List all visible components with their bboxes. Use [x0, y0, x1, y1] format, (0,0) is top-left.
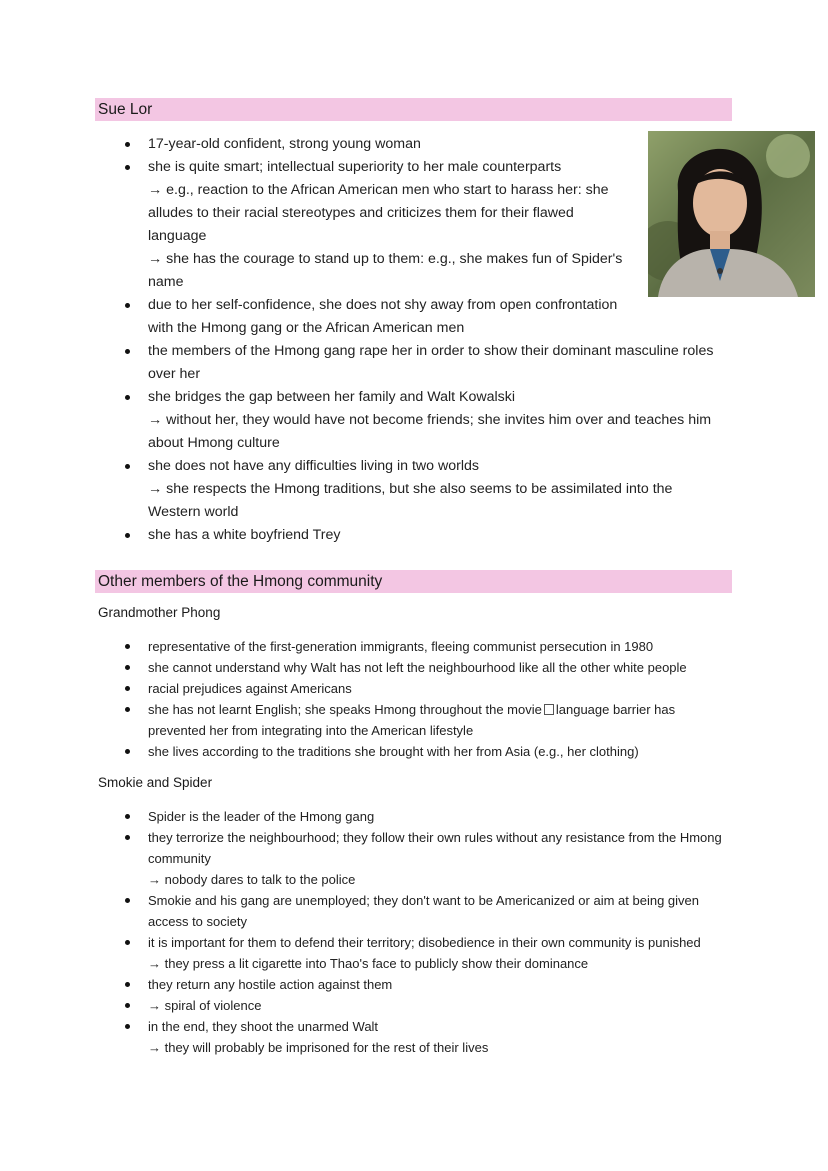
- list-item: [123, 340, 723, 386]
- arrow-note: → e.g., reaction to the African American men who start to harass her: she alludes to their racial stereotypes and criticizes them for their flawed language: [148, 182, 609, 244]
- arrow-note: → without her, they would have not become friends; she invites him over and teaches him about Hmong culture: [148, 412, 712, 451]
- bullet-text: she cannot understand why Walt has not left the neighbourhood like all the other white people: [148, 660, 687, 675]
- list-item: [123, 156, 630, 294]
- bullet-text: due to her self-confidence, she does not shy away from open confrontation with the Hmong gang or the African American men: [148, 297, 618, 336]
- bullet-text: 17-year-old confident, strong young woman: [148, 136, 421, 152]
- list-item: [123, 806, 733, 827]
- list-item: [123, 890, 708, 932]
- list-item: [123, 657, 733, 678]
- arrow-note: → she respects the Hmong traditions, but she also seems to be assimilated into the Western world: [148, 481, 673, 520]
- bullet-text: Spider is the leader of the Hmong gang: [148, 809, 375, 824]
- arrow-note: → nobody dares to talk to the police: [148, 872, 356, 887]
- arrow-note: → they will probably be imprisoned for the rest of their lives: [148, 1040, 489, 1055]
- list-item: [123, 699, 693, 741]
- list-item: [123, 455, 723, 524]
- list-item: [123, 1016, 733, 1058]
- arrow-note: → they press a lit cigarette into Thao's face to publicly show their dominance: [148, 956, 589, 971]
- bullet-text: → spiral of violence: [148, 998, 262, 1013]
- arrow-note: → she has the courage to stand up to them: e.g., she makes fun of Spider's name: [148, 251, 623, 290]
- bullet-text: they terrorize the neighbourhood; they follow their own rules without any resistance from the Hmong community: [148, 830, 722, 866]
- list-item: [123, 678, 733, 699]
- bullet-text: she does not have any difficulties living in two worlds: [148, 458, 479, 474]
- list-item: [123, 524, 723, 547]
- list-item: [123, 741, 733, 762]
- bullet-text: Smokie and his gang are unemployed; they don't want to be Americanized or aim at being given access to society: [148, 893, 699, 929]
- bullet-text: she is quite smart; intellectual superiority to her male counterparts: [148, 159, 562, 175]
- bullet-text: the members of the Hmong gang rape her in order to show their dominant masculine roles over her: [148, 343, 714, 382]
- list-item: [123, 932, 733, 974]
- grandmother-bullet-list: [123, 636, 733, 762]
- bullet-text: she has a white boyfriend Trey: [148, 527, 341, 543]
- list-item: [123, 133, 723, 156]
- sue-lor-bullet-list: [123, 133, 723, 547]
- list-item: [123, 995, 733, 1016]
- bullet-text: they return any hostile action against them: [148, 977, 393, 992]
- bullet-text: representative of the first-generation immigrants, fleeing communist persecution in 1980: [148, 639, 654, 654]
- section-heading-other-members: Other members of the Hmong community: [95, 570, 732, 593]
- missing-glyph-icon: [544, 704, 554, 715]
- bullet-text: she has not learnt English; she speaks Hmong throughout the movie: [148, 702, 542, 717]
- subheading-grandmother-phong: Grandmother Phong: [98, 605, 221, 620]
- list-item: [123, 827, 733, 890]
- smokie-spider-bullet-list: [123, 806, 733, 1058]
- list-item: [123, 974, 733, 995]
- bullet-text: racial prejudices against Americans: [148, 681, 352, 696]
- bullet-text: in the end, they shoot the unarmed Walt: [148, 1019, 379, 1034]
- list-item: [123, 636, 733, 657]
- bullet-text: she lives according to the traditions she brought with her from Asia (e.g., her clothing): [148, 744, 639, 759]
- list-item: [123, 386, 723, 455]
- list-item: [123, 294, 618, 340]
- subheading-smokie-and-spider: Smokie and Spider: [98, 775, 213, 790]
- section-heading-sue-lor: Sue Lor: [95, 98, 732, 121]
- bullet-text: it is important for them to defend their territory; disobedience in their own community is punished: [148, 935, 701, 950]
- bullet-text: she bridges the gap between her family and Walt Kowalski: [148, 389, 515, 405]
- bullet-text: language barrier has prevented her from integrating into the American lifestyle: [148, 702, 676, 738]
